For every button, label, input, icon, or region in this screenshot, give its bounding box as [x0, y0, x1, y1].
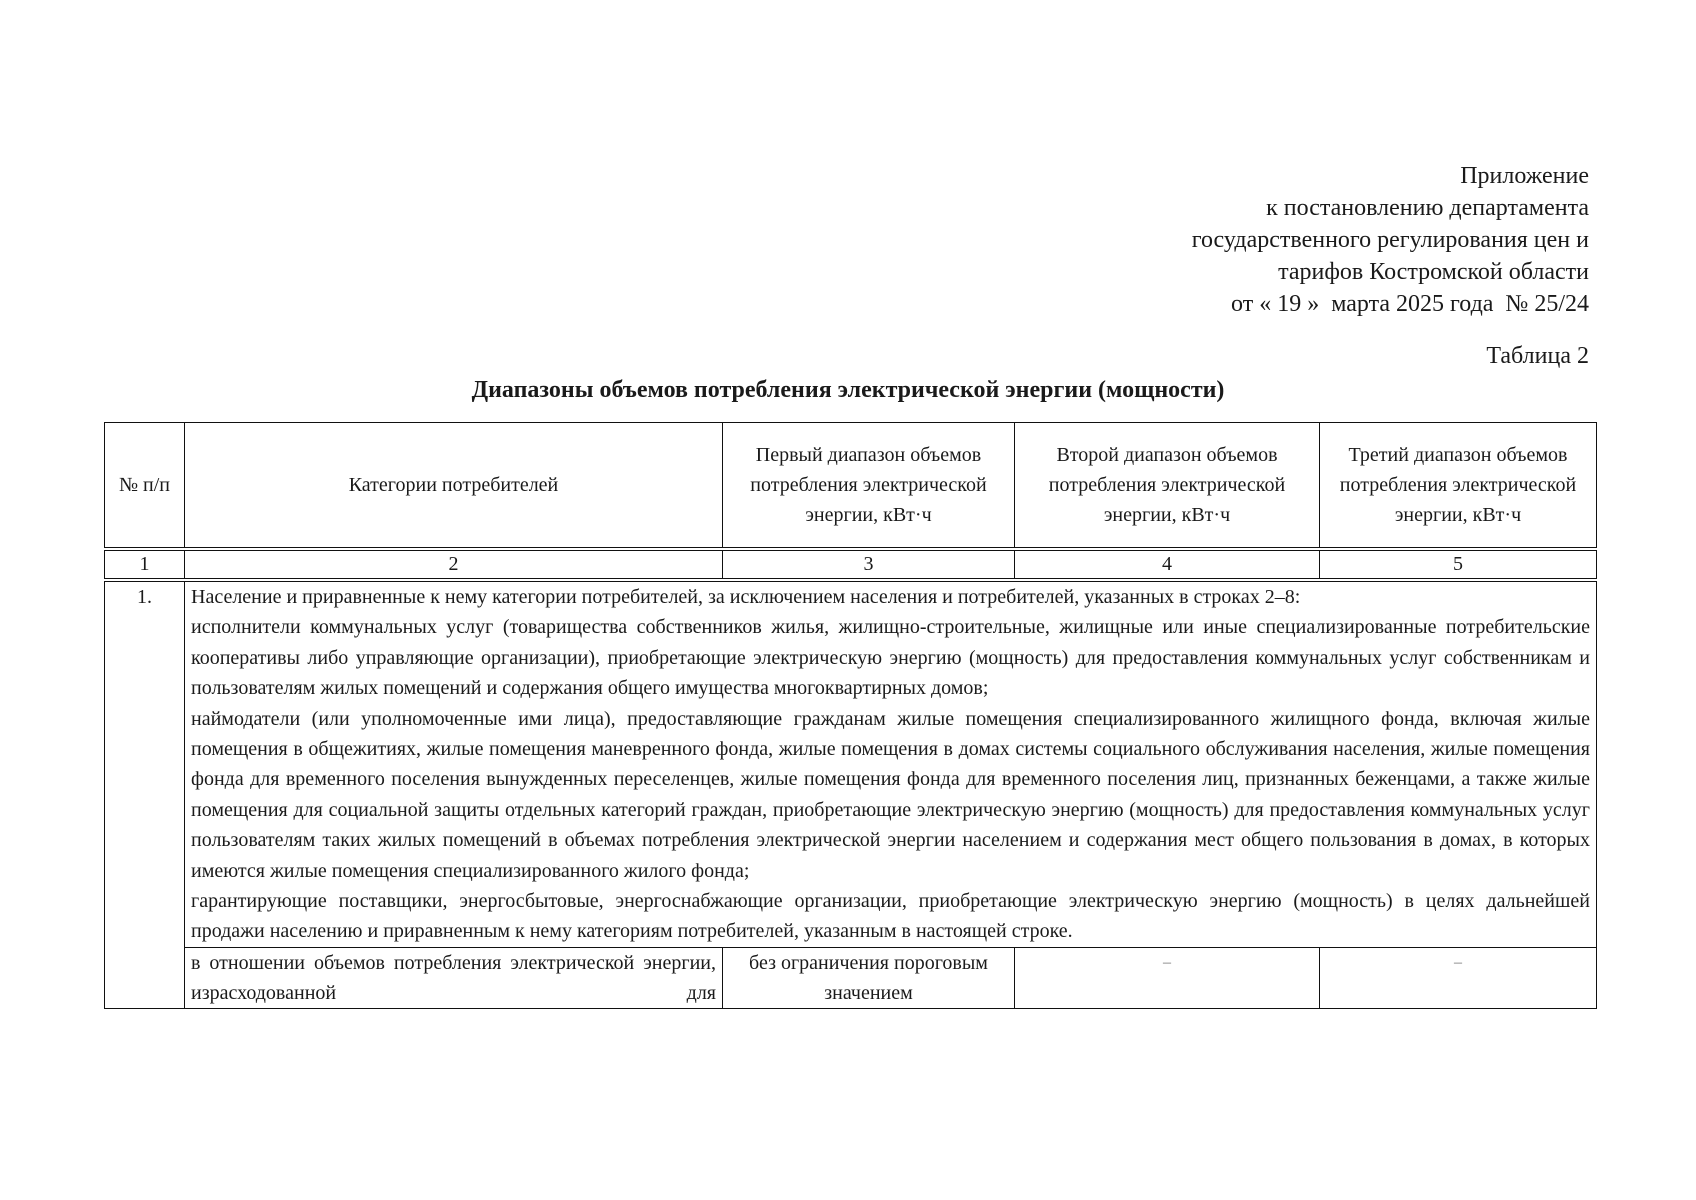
column-numbers-row [105, 549, 1597, 580]
column-number: 1 [105, 549, 185, 580]
table-subrow [105, 947, 1597, 1008]
document-title: Диапазоны объемов потребления электрической энергии (мощности) [471, 377, 1225, 403]
header-first-range: Первый диапазон объемов потребления электрической энергии, кВт·ч [723, 423, 1015, 550]
header-third-range: Третий диапазон объемов потребления электрической энергии, кВт·ч [1320, 423, 1597, 550]
appendix-date-line: от « 19 » марта 2025 года № 25/24 [1231, 291, 1589, 317]
appendix-line: к постановлению департамента [1266, 195, 1589, 221]
row-paragraph: исполнители коммунальных услуг (товарищества собственников жилья, жилищно-строительные, жилищные или иные специализированные потребительские кооперативы либо управляющие организации), приобретающие электрическую энергию (мощность) для предоставления коммунальных услуг собственникам и пользователям жилых помещений и содержания общего имущества многоквартирных домов; [191, 616, 1590, 700]
row-paragraph: Население и приравненные к нему категории потребителей, за исключением населения и потребителей, указанных в строках 2–8: [191, 586, 1301, 608]
appendix-block [1192, 160, 1589, 320]
header-number: № п/п [105, 423, 185, 550]
appendix-line: Приложение [1460, 163, 1589, 189]
consumption-ranges-table [104, 422, 1597, 1009]
column-number: 4 [1015, 549, 1320, 580]
row-number: 1. [105, 580, 185, 1008]
table-row [105, 580, 1597, 947]
row-paragraph: гарантирующие поставщики, энергосбытовые, энергоснабжающие организации, приобретающие электрическую энергию (мощность) в целях дальнейшей продажи населению и приравненным к нему категориям потребителей, указанным в настоящей строке. [191, 890, 1590, 943]
subrow-third-range: – [1320, 947, 1597, 1008]
appendix-line: государственного регулирования цен и [1191, 227, 1589, 253]
row-paragraph: наймодатели (или уполномоченные ими лица), предоставляющие гражданам жилые помещения специализированного жилищного фонда, включая жилые помещения в общежитиях, жилые помещения маневренного фонда, жилые помещения в домах системы социального обслуживания населения, жилые помещения фонда для временного поселения вынужденных переселенцев, жилые помещения фонда для временного поселения лиц, признанных беженцами, а также жилые помещения для социальной защиты отдельных категорий граждан, приобретающие электрическую энергию (мощность) для предоставления коммунальных услуг пользователям таких жилых помещений в объемах потребления электрической энергии населением и содержания мест общего пользования в домах, в которых имеются жилые помещения специализированного жилого фонда; [191, 707, 1590, 882]
header-categories: Категории потребителей [185, 423, 723, 550]
subrow-second-range: – [1015, 947, 1320, 1008]
column-number: 5 [1320, 549, 1597, 580]
appendix-line: тарифов Костромской области [1278, 259, 1589, 285]
subrow-first-range: без ограничения пороговым значением [723, 947, 1015, 1008]
subrow-description: в отношении объемов потребления электрической энергии, израсходованной для [185, 947, 723, 1008]
header-second-range: Второй диапазон объемов потребления электрической энергии, кВт·ч [1015, 423, 1320, 550]
column-number: 3 [723, 549, 1015, 580]
table-label: Таблица 2 [1486, 343, 1589, 369]
column-number: 2 [185, 549, 723, 580]
row-description [185, 580, 1597, 947]
table-header-row [105, 423, 1597, 550]
